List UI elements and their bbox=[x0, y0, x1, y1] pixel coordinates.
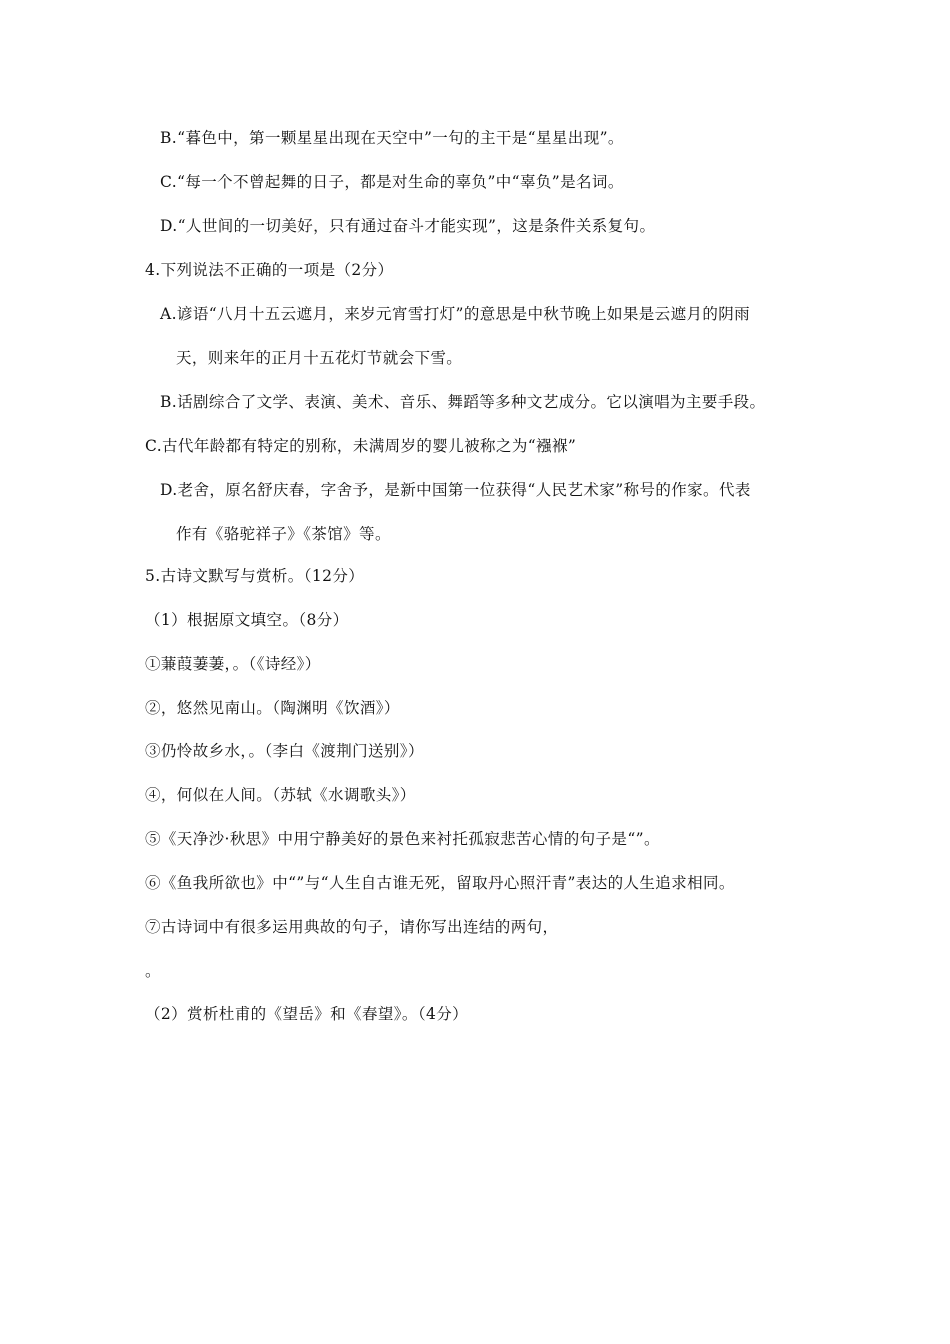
q5-item-1: ①蒹葭萋萋，。（《诗经》） bbox=[145, 655, 321, 673]
q4-option-b: B.话剧综合了文学、表演、美术、音乐、舞蹈等多种文艺成分。它以演唱为主要手段。 bbox=[160, 393, 766, 411]
q5-item-6: ⑥《鱼我所欲也》中“”与“人生自古谁无死，留取丹心照汗青”表达的人生追求相同。 bbox=[145, 874, 735, 892]
q5-item-2: ②，悠然见南山。（陶渊明《饮酒》） bbox=[145, 699, 400, 717]
q4-option-d-line1: D.老舍，原名舒庆春，字舍予，是新中国第一位获得“人民艺术家”称号的作家。代表 bbox=[160, 481, 751, 499]
q4-option-d-line2: 作有《骆驼祥子》《茶馆》等。 bbox=[176, 525, 391, 543]
q3-option-d: D.“人世间的一切美好，只有通过奋斗才能实现”，这是条件关系复句。 bbox=[160, 217, 656, 235]
q5-item-7-line1: ⑦古诗词中有很多运用典故的句子，请你写出连结的两句， bbox=[145, 918, 559, 936]
q5-item-7-line2: 。 bbox=[145, 962, 161, 980]
q5-part2-heading: （2）赏析杜甫的《望岳》和《春望》。（4分） bbox=[145, 1005, 469, 1023]
q5-item-5: ⑤《天净沙·秋思》中用宁静美好的景色来衬托孤寂悲苦心情的句子是“”。 bbox=[145, 830, 660, 848]
q4-option-a-line1: A.谚语“八月十五云遮月，来岁元宵雪打灯”的意思是中秋节晚上如果是云遮月的阴雨 bbox=[160, 305, 751, 323]
q4-option-c: C.古代年龄都有特定的别称，未满周岁的婴儿被称之为“襁褓” bbox=[145, 437, 577, 455]
q3-option-c: C.“每一个不曾起舞的日子，都是对生命的辜负”中“辜负”是名词。 bbox=[160, 173, 624, 191]
q5-item-4: ④，何似在人间。（苏轼《水调歌头》） bbox=[145, 786, 416, 804]
q5-part1-heading: （1）根据原文填空。（8分） bbox=[145, 611, 349, 629]
q4-option-a-line2: 天，则来年的正月十五花灯节就会下雪。 bbox=[176, 349, 463, 367]
q5-stem: 5.古诗文默写与赏析。（12分） bbox=[145, 567, 365, 585]
q3-option-b: B.“暮色中，第一颗星星出现在天空中”一句的主干是“星星出现”。 bbox=[160, 129, 624, 147]
q5-item-3: ③仍怜故乡水，。（李白《渡荆门送别》） bbox=[145, 742, 424, 760]
q4-stem: 4.下列说法不正确的一项是（2分） bbox=[145, 261, 394, 279]
